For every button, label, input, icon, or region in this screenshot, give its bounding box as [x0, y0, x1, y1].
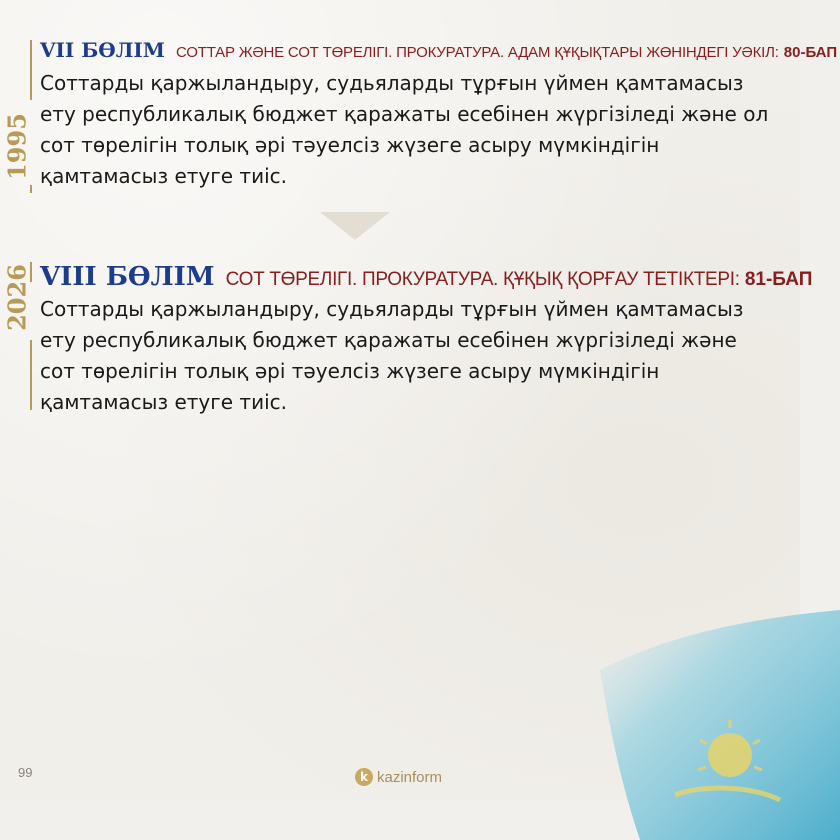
timeline-line: [30, 40, 32, 100]
timeline-line: [30, 340, 32, 410]
article-number: 81-БАП: [744, 269, 813, 290]
kazinform-logo: [355, 768, 442, 786]
page-number: 99: [18, 765, 33, 780]
article-number: 80-БАП: [783, 44, 838, 61]
logo-mark-icon: k: [355, 768, 373, 786]
logo-text: kazinform: [377, 768, 443, 786]
article-text-1995: Соттарды қаржыландыру, судьяларды тұрғын үймен қамтамасыз ету республикалық бюджет қаражаты есебінен жүргізіледі және ол сот төрелігін толық әрі тәуелсіз жүзеге асыру мүмкіндігін қамтамасыз етуге тиіс.: [40, 71, 769, 188]
chevron-down-icon: [320, 212, 390, 240]
part-title: VII БӨЛІМ: [40, 38, 165, 62]
year-label-1995: 1995: [2, 113, 32, 180]
chapter-title: СОТТАР ЖӘНЕ СОТ ТӨРЕЛІГІ. ПРОКУРАТУРА. АДАМ ҚҰҚЫҚТАРЫ ЖӨНІНДЕГІ УӘКІЛ:: [175, 44, 779, 61]
timeline-line: [30, 185, 32, 193]
part-title: VIII БӨЛІМ: [40, 262, 215, 292]
article-text-2026: Соттарды қаржыландыру, судьяларды тұрғын үймен қамтамасыз ету республикалық бюджет қаражаты есебінен жүргізіледі және сот төрелігін толық әрі тәуелсіз жүзеге асыру мүмкіндігін қамтамасыз етуге тиіс.: [40, 297, 744, 414]
year-label-2026: 2026: [2, 264, 32, 331]
section-heading-2026: [40, 262, 812, 292]
chapter-title: СОТ ТӨРЕЛІГІ. ПРОКУРАТУРА. ҚҰҚЫҚ ҚОРҒАУ ТЕТІКТЕРІ:: [225, 269, 740, 290]
section-heading-1995: [40, 38, 837, 62]
